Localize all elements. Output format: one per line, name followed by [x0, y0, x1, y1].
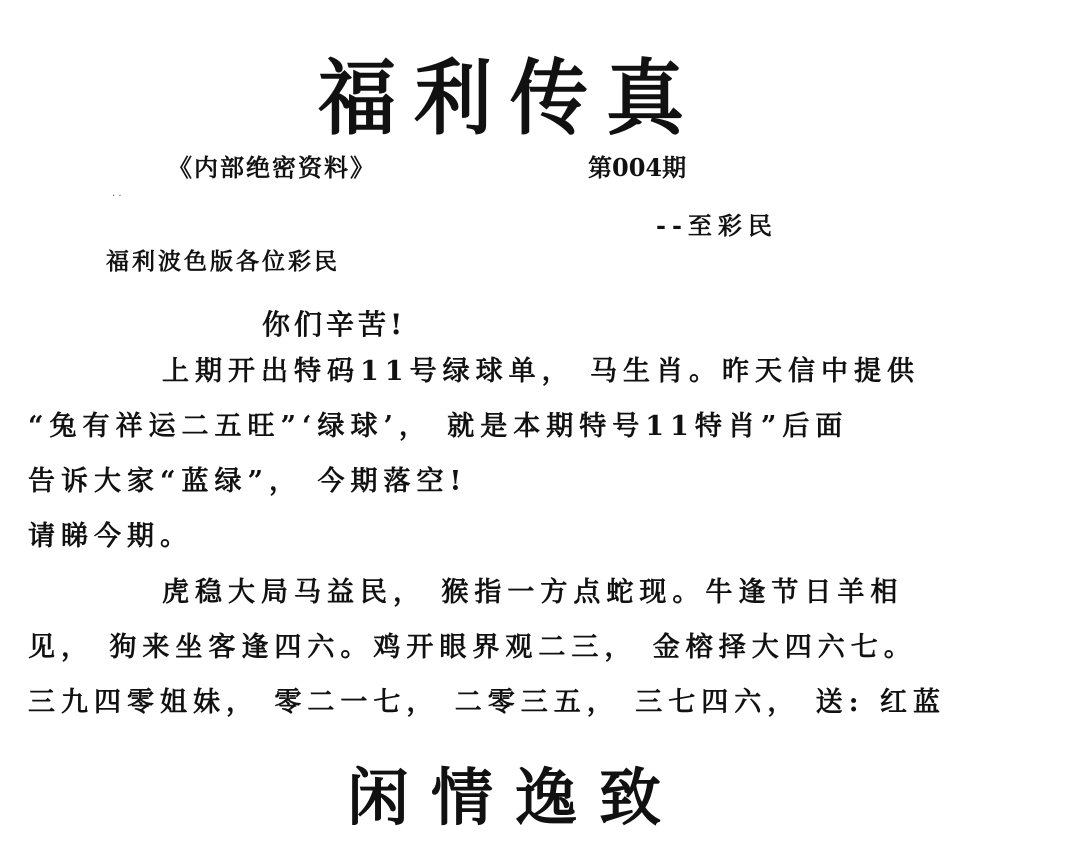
footer-slogan: 闲情逸致 [346, 761, 683, 834]
signature-line: --至彩民 [656, 211, 778, 240]
greeting-line: 你们辛苦! [262, 308, 407, 341]
paragraph-line: 告诉大家“蓝绿”， 今期落空! [28, 466, 468, 497]
addressee-line: 福利波色版各位彩民 [106, 248, 340, 275]
paragraph-line: “兔有祥运二五旺”‘绿球’， 就是本期特号11特肖”后面 [28, 411, 849, 442]
issue-number: 第004期 [588, 153, 687, 182]
publication-name: 《内部绝密资料》 [168, 153, 376, 182]
stray-dots: . . [112, 188, 122, 199]
paragraph-line: 请睇今期。 [28, 521, 193, 552]
body-paragraph-2 [28, 565, 1058, 730]
body-paragraph-1 [28, 344, 1058, 564]
paragraph-line: 上期开出特码11号绿球单， 马生肖。昨天信中提供 [162, 356, 920, 387]
paragraph-line: 三九四零姐妹， 零二一七， 二零三五， 三七四六， 送: 红蓝 [28, 687, 946, 718]
document-title: 福利传真 [317, 51, 702, 147]
paragraph-line: 见， 狗来坐客逢四六。鸡开眼界观二三， 金榕择大四六七。 [28, 632, 917, 663]
paragraph-line: 虎稳大局马益民， 猴指一方点蛇现。牛逢节日羊相 [162, 577, 904, 608]
